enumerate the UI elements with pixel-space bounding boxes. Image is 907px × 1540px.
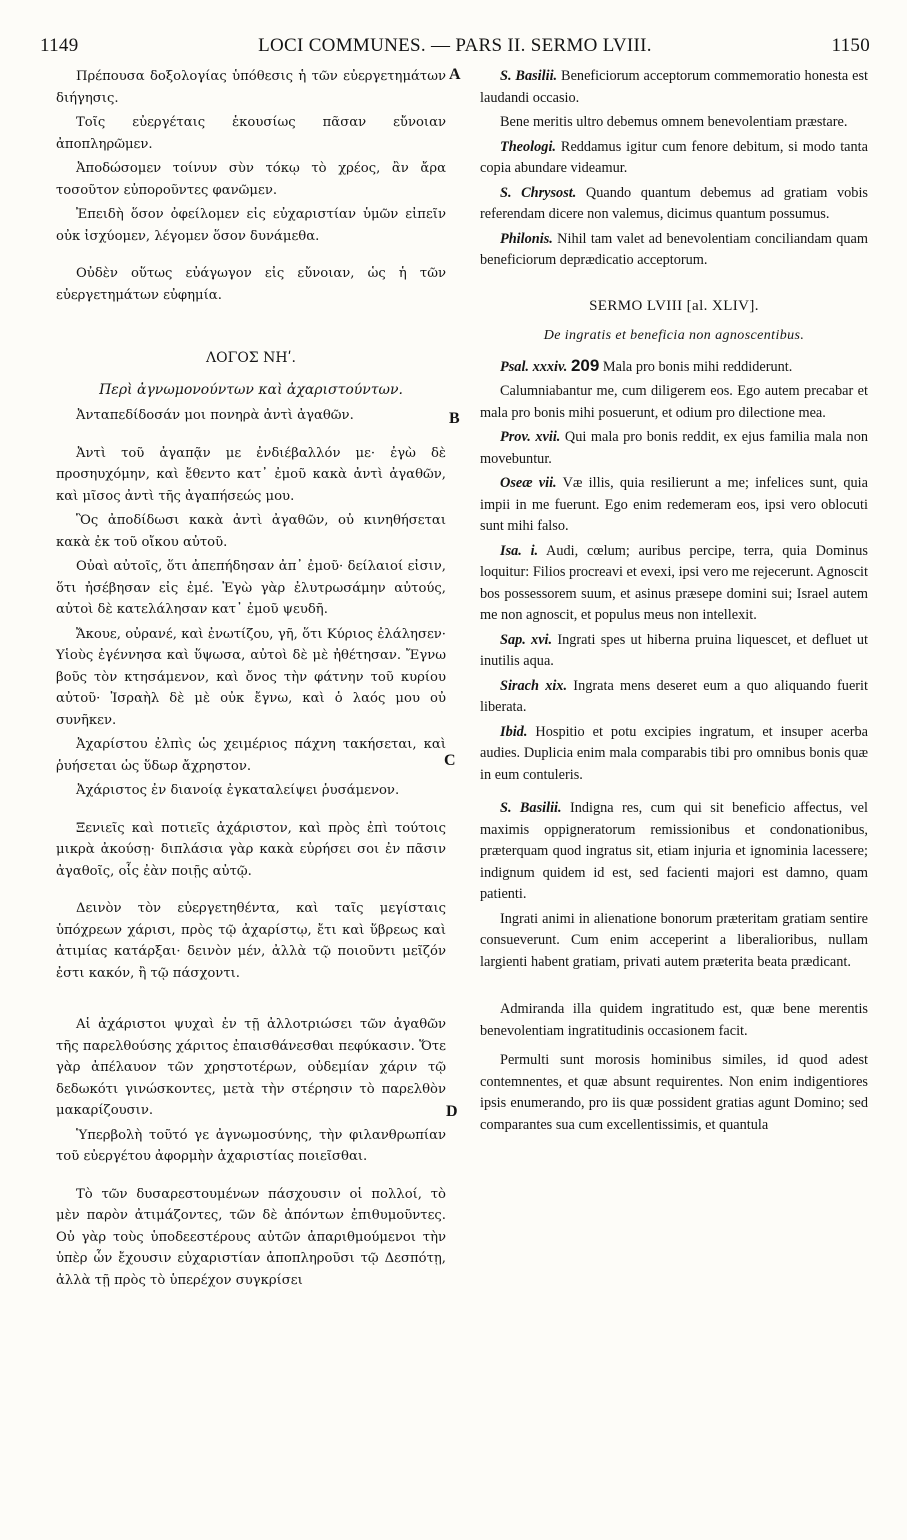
source-attribution: Oseæ vii.: [500, 475, 557, 491]
page-number-left: 1149: [40, 35, 79, 56]
greek-paragraph: Πρέπουσα δοξολογίας ὑπόθεσις ἡ τῶν εὐεργετημάτων διήγησις.: [56, 69, 446, 106]
greek-paragraph: Ὃς ἀποδίδωσι κακὰ ἀντὶ ἀγαθῶν, οὐ κινηθήσεται κακὰ ἐκ τοῦ οἴκου αὐτοῦ.: [56, 513, 446, 550]
source-attribution: Sap. xvi.: [500, 631, 553, 648]
latin-text: Væ illis, quia resilierunt a me; infelices sunt, quia impii in me fuerunt. Ego enim redemeram eos, ipsi vero oblocuti sunt mihi falso.: [480, 475, 868, 534]
margin-marker-a: A: [449, 66, 461, 83]
latin-text: Hospitio et potu excipies ingratum, et insuper acerba audies. Duplicia enim mala comparabis tibi pro omnibus bonis quæ in eum contuleris.: [480, 723, 868, 783]
source-attribution: S. Chrysost.: [500, 184, 577, 201]
source-attribution: Theologi.: [500, 138, 556, 155]
latin-text: Beneficiorum acceptorum commemoratio honesta est laudandi occasio.: [480, 68, 869, 106]
latin-text: Reddamus igitur cum fenore debitum, si modo tanta copia abundare videamur.: [480, 138, 868, 176]
column-number: 209: [570, 355, 600, 375]
greek-paragraph: Ξενιεῖς καὶ ποτιεῖς ἀχάριστον, καὶ πρὸς ἐπὶ τούτοις μικρὰ ἀκούσῃ· διπλάσια γὰρ κακὰ εὑρήσει σοι ἐν πᾶσιν ἀγαθοῖς, οἷς ἐὰν ποιῇς αὐτῷ.: [56, 820, 446, 879]
greek-paragraph: Ἀποδώσομεν τοίνυν σὺν τόκῳ τὸ χρέος, ἂν ἄρα τοσοῦτον εὐποροῦντες φανῶμεν.: [56, 161, 446, 198]
greek-paragraph: Ἀντὶ τοῦ ἀγαπᾷν με ἐνδιέβαλλόν με· ἐγὼ δὲ προσηυχόμην, καὶ ἔθεντο κατ᾽ ἐμοῦ κακὰ ἀντὶ ἀγαθῶν, καὶ μῖσος ἀντὶ τῆς ἀγαπήσεώς μου.: [56, 445, 446, 504]
margin-marker-c: C: [444, 752, 456, 769]
page-number-right: 1150: [831, 35, 870, 56]
latin-text: Ingrati spes ut hiberna pruina liquescet, et defluet ut inutilis aqua.: [480, 631, 869, 669]
latin-paragraph: Permulti sunt morosis hominibus similes, id quod adest contemnentes, et quæ absunt requirentes. Non enim indigentiores ipsis enumerando, pro iis quæ possident gratias agunt Domino; sed comparantes sua cum excellentissimis, et quantula: [480, 1052, 868, 1133]
source-attribution: S. Basilii.: [500, 68, 558, 84]
greek-paragraph: Οὐδὲν οὕτως εὐάγωγον εἰς εὔνοιαν, ὡς ἡ τῶν εὐεργετημάτων εὐφημία.: [56, 266, 446, 303]
running-title: LOCI COMMUNES. — PARS II. SERMO LVIII.: [258, 35, 652, 56]
latin-text: Qui mala pro bonis reddit, ex ejus familia mala non movebuntur.: [480, 429, 868, 467]
latin-text: Indigna res, cum qui sit beneficio affectus, vel maximis oppigneratorum remissionibus et condonationibus, præterquam quod ingratus sit, etiam injuria et ignominia lacessere; indignum quidem id est, sed facienti majori est damno, quam patienti.: [480, 800, 869, 902]
greek-paragraph: Ἐπειδὴ ὅσον ὀφείλομεν εἰς εὐχαριστίαν ὑμῶν εἰπεῖν οὐκ ἰσχύομεν, λέγομεν ὅσον δυνάμεθα.: [56, 207, 446, 244]
source-attribution: Isa. i.: [500, 542, 539, 559]
latin-paragraph: Bene meritis ultro debemus omnem benevolentiam præstare.: [500, 114, 848, 130]
greek-paragraph: Ἀνταπεδίδοσάν μοι πονηρὰ ἀντὶ ἀγαθῶν.: [76, 408, 354, 423]
running-header: [40, 35, 870, 59]
source-attribution: Psal. xxxiv.: [500, 358, 568, 375]
greek-paragraph: Ἄκουε, οὐρανέ, καὶ ἐνωτίζου, γῆ, ὅτι Κύριος ἐλάλησεν· Υἱοὺς ἐγέννησα καὶ ὕψωσα, αὐτοὶ δὲ μὲ ἠθέτησαν. Ἔγνω βοῦς τὸν κτησάμενον, καὶ ὄνος τὴν φάτνην τοῦ κυρίου αὐτοῦ· Ἰσραὴλ δὲ μὲ οὐκ ἔγνω, καὶ ὁ λαός μου οὐ συνῆκεν.: [56, 626, 446, 728]
margin-marker-d: D: [446, 1103, 458, 1120]
greek-sermon-heading: ΛΟΓΟΣ ΝΗʹ.: [206, 350, 296, 366]
source-attribution: Ibid.: [500, 723, 528, 740]
latin-sermon-heading: SERMO LVIII [al. XLIV].: [589, 297, 759, 314]
greek-paragraph: Ἀχαρίστου ἐλπὶς ὡς χειμέριος πάχνη τακήσεται, καὶ ῥυήσεται ὡς ὕδωρ ἄχρηστον.: [56, 737, 446, 774]
greek-paragraph: Ὑπερβολὴ τοῦτό γε ἀγνωμοσύνης, τὴν φιλανθρωπίαν τοῦ εὐεργέτου ἀφορμὴν ἀχαριστίας ποιεῖσθαι.: [56, 1127, 446, 1164]
latin-text: Ingrata mens deseret eum a quo aliquando fuerit liberata.: [480, 677, 868, 715]
latin-paragraph: Ingrati animi in alienatione bonorum præteritam gratiam sentire consueverunt. Cum enim acceperint a liberalioribus, nullam largienti habent gratiam, privati autem præterita beata prædicant.: [480, 910, 868, 970]
source-attribution: S. Basilii.: [500, 800, 562, 816]
source-attribution: Sirach xix.: [500, 677, 568, 694]
latin-column: [480, 66, 868, 1139]
latin-text: Nihil tam valet ad benevolentiam conciliandam quam beneficiorum deprædicatio acceptorum.: [480, 230, 868, 268]
greek-sermon-subtitle: Περὶ ἀγνωμονούντων καὶ ἀχαριστούντων.: [99, 381, 403, 398]
source-attribution: Philonis.: [500, 230, 553, 247]
source-attribution: Prov. xvii.: [500, 429, 561, 445]
latin-text: Audi, cœlum; auribus percipe, terra, quia Dominus loquitur: Filios procreavi et evexi, ipsi vero me rejecerunt. Agnoscit bos possessorem suum, et asinus præsepe domini sui; Israel autem me non agnoscit, et populus meus non intellexit.: [480, 542, 868, 623]
greek-column: [56, 66, 446, 1294]
latin-sermon-subtitle: De ingratis et beneficia non agnoscentibus.: [543, 328, 805, 343]
latin-paragraph: Calumniabantur me, cum diligerem eos. Ego autem precabar et mala pro bonis mihi posuerunt, et odium pro dilectione mea.: [480, 383, 868, 421]
latin-paragraph: Admiranda illa quidem ingratitudo est, quæ bene merentis benevolentiam ingratitudinis occasionem facit.: [480, 1001, 868, 1039]
greek-paragraph: Οὐαὶ αὐτοῖς, ὅτι ἀπεπήδησαν ἀπ᾽ ἐμοῦ· δείλαιοί εἰσιν, ὅτι ἠσέβησαν εἰς ἐμέ. Ἐγὼ γὰρ ἐλυτρωσάμην αὐτούς, αὐτοὶ δὲ κατελάλησαν κατ᾽ ἐμοῦ ψευδῆ.: [56, 559, 446, 617]
latin-text: Quando quantum debemus ad gratiam vobis referendam dicere non valemus, dicimus quantum possumus.: [480, 184, 868, 222]
latin-text: Mala pro bonis mihi reddiderunt.: [599, 358, 793, 375]
greek-paragraph: Ἀχάριστος ἐν διανοίᾳ ἐγκαταλείψει ῥυσάμενον.: [76, 783, 400, 798]
greek-paragraph: Τὸ τῶν δυσαρεστουμένων πάσχουσιν οἱ πολλοί, τὸ μὲν παρὸν ἀτιμάζοντες, τῶν δὲ ἀπόντων ἐπιθυμοῦντες. Οὐ γὰρ τοὺς ὑποδεεστέρους αὐτῶν ἀπαριθμούμενοι τὴν ὑπὲρ ὧν ἔχουσιν εὐχαριστίαν ἀποπληροῦσι τῷ Δεσπότῃ, ἀλλὰ τῇ πρὸς τὸ ὑπερέχον συγκρίσει: [56, 1186, 446, 1288]
greek-paragraph: Τοῖς εὐεργέταις ἑκουσίως πᾶσαν εὔνοιαν ἀποπληρῶμεν.: [56, 115, 446, 152]
greek-paragraph: Αἱ ἀχάριστοι ψυχαὶ ἐν τῇ ἀλλοτριώσει τῶν ἀγαθῶν τῆς παρελθούσης χάριτος ἐπαισθάνεσθαι πεφύκασιν. Ὅτε γὰρ ἀπέλαυον τῶν χρηστοτέρων, οὐδεμίαν χάριν τῷ δεδωκότι γινώσκοντες, μετὰ τὴν στέρησιν τὸ παρελθὸν μακαρίζουσιν.: [56, 1017, 446, 1118]
margin-marker-b: B: [449, 410, 460, 427]
greek-paragraph: Δεινὸν τὸν εὐεργετηθέντα, καὶ ταῖς μεγίσταις ὑπόχρεων χάρισι, πρὸς τῷ ἀχαρίστῳ, ἔτι καὶ ὕβρεως καὶ ἀτιμίας κατάρξαι· δεινὸν μέν, ἀλλὰ τῷ ποιοῦντι μεῖζόν ἐστι κακόν, ἢ τῷ πάσχοντι.: [56, 901, 446, 981]
